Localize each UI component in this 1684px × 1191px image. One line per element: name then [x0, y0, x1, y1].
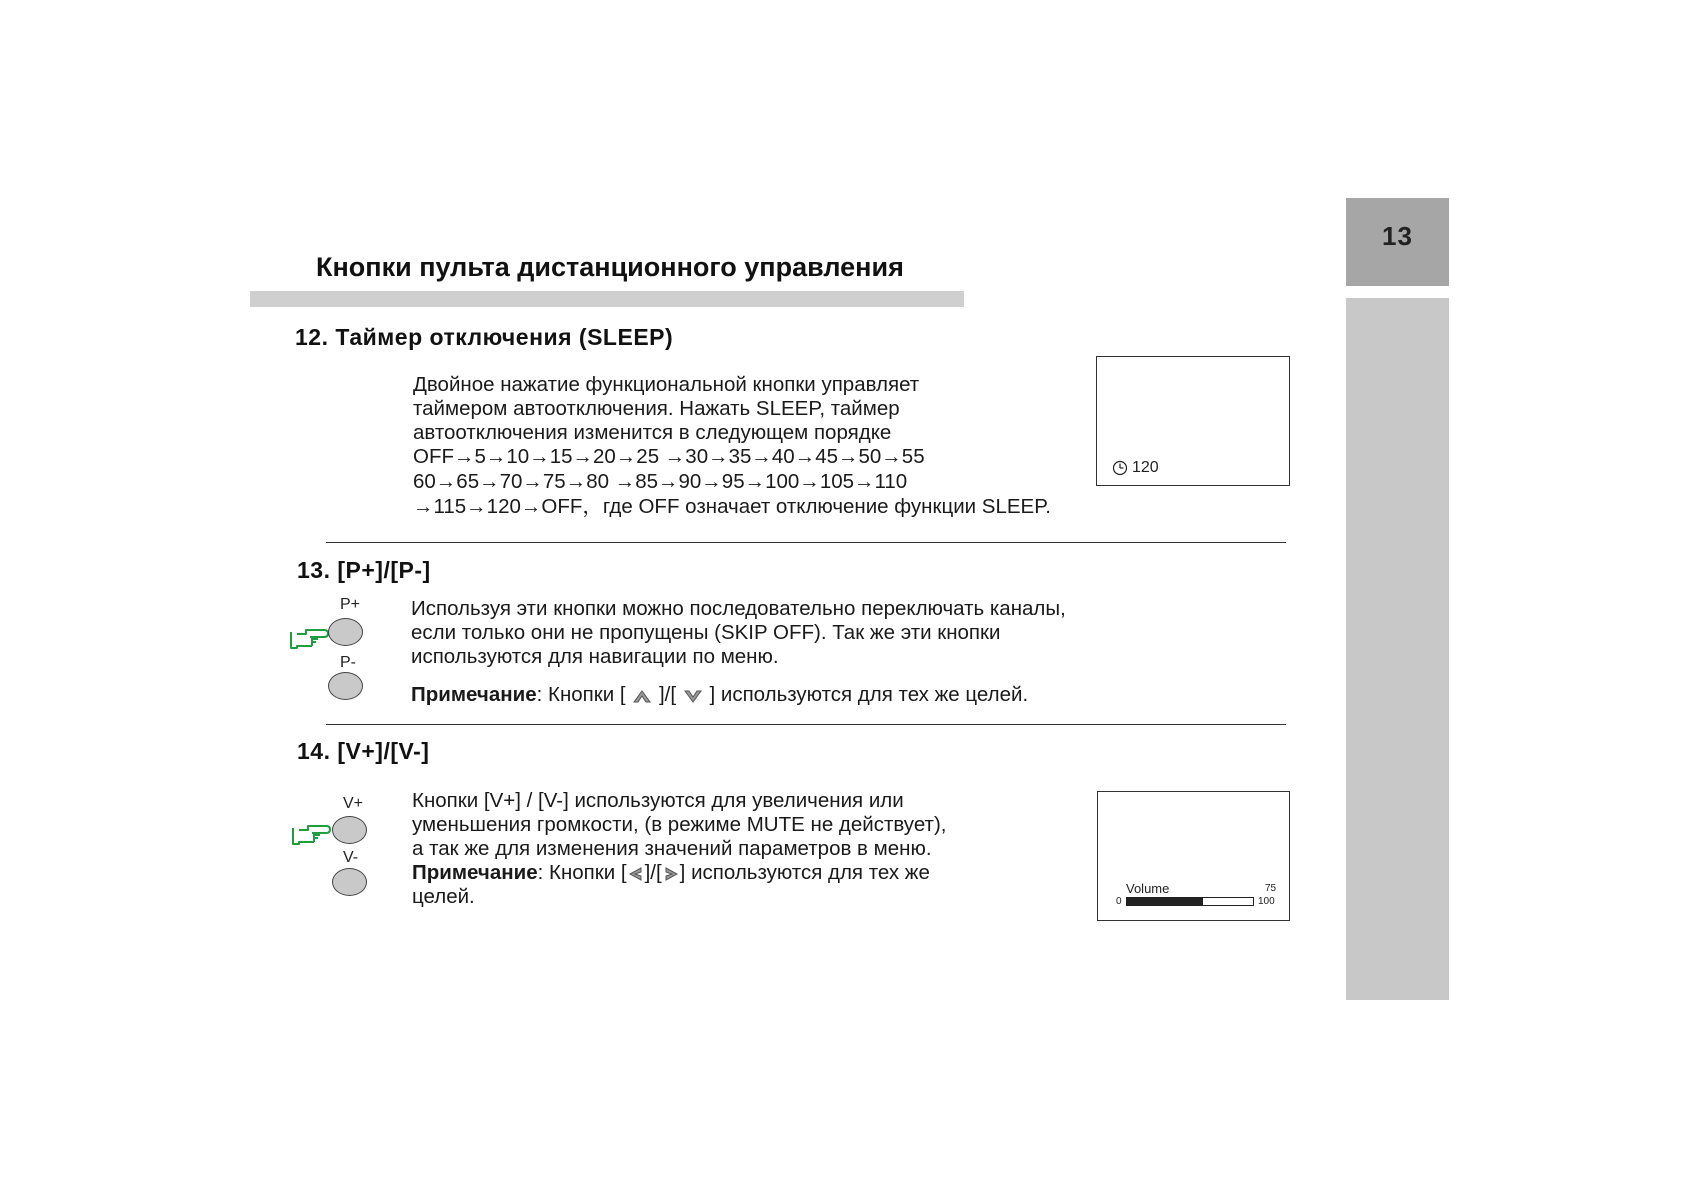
note-text: : Кнопки [ — [536, 683, 626, 706]
volume-bar-fill — [1127, 898, 1203, 905]
section-12-line: →115→120→OFF，где OFF означает отключение функции SLEEP. — [413, 495, 1051, 518]
note-text: ]/[ — [653, 683, 677, 706]
note-text: ] используются для тех же целей. — [703, 683, 1029, 706]
p-minus-button[interactable] — [328, 672, 363, 700]
section-13-note — [411, 683, 1028, 707]
section-12-text — [413, 373, 1051, 519]
section-13-number: 13. — [297, 557, 331, 583]
section-13-title: [P+]/[P-] — [337, 557, 431, 583]
section-14-line: целей. — [412, 885, 475, 908]
section-14-number: 14. — [297, 738, 331, 764]
down-button-icon — [682, 687, 704, 705]
side-bar — [1346, 298, 1449, 1000]
sleep-screen-preview — [1096, 356, 1290, 486]
left-button-icon — [627, 865, 645, 883]
volume-value: 75 — [1265, 883, 1277, 894]
section-14-title: [V+]/[V-] — [337, 738, 430, 764]
note-text: ]/[ — [644, 861, 662, 884]
section-14-heading — [297, 738, 429, 765]
right-button-icon — [662, 865, 680, 883]
note-text: : Кнопки [ — [537, 861, 627, 884]
v-minus-button[interactable] — [332, 868, 367, 896]
page-title: Кнопки пульта дистанционного управления — [316, 252, 904, 282]
section-13-line: используются для навигации по меню. — [411, 645, 779, 668]
section-13-text — [411, 597, 1066, 669]
note-text: ] используются для тех же — [679, 861, 930, 884]
section-13-heading — [297, 557, 431, 584]
p-plus-label: P+ — [340, 596, 361, 613]
section-14-text — [412, 789, 946, 909]
volume-max: 100 — [1258, 896, 1275, 907]
section-12-line: 60→65→70→75→80 →85→90→95→100→105→110 — [413, 470, 908, 493]
pointing-hand-icon — [290, 822, 332, 848]
section-13-line: если только они не пропущены (SKIP OFF). Так же эти кнопки — [411, 621, 1001, 644]
volume-bar — [1126, 897, 1254, 906]
v-plus-button[interactable] — [332, 816, 367, 844]
volume-min: 0 — [1116, 896, 1122, 907]
section-14-line: уменьшения громкости, (в режиме MUTE не действует), — [412, 813, 947, 836]
note-label: Примечание — [411, 683, 537, 706]
section-12-line: автоотключения изменится в следующем порядке — [413, 421, 892, 444]
p-plus-button[interactable] — [328, 618, 363, 646]
pointing-hand-icon — [288, 626, 330, 652]
section-14-note — [412, 861, 946, 885]
section-12-number: 12. — [295, 324, 329, 350]
section-14-line: Кнопки [V+] / [V-] используются для увеличения или — [412, 789, 904, 812]
volume-label: Volume — [1126, 881, 1170, 896]
section-12-heading — [295, 324, 673, 351]
section-12-line: таймером автоотключения. Нажать SLEEP, таймер — [413, 397, 900, 420]
p-minus-label: P- — [340, 654, 356, 671]
divider — [326, 724, 1286, 725]
section-13-line: Используя эти кнопки можно последовательно переключать каналы, — [411, 597, 1066, 620]
section-12-line: Двойное нажатие функциональной кнопки управляет — [413, 373, 920, 396]
v-minus-label: V- — [343, 849, 359, 866]
title-underline-bar — [250, 291, 964, 307]
section-12-title: Таймер отключения (SLEEP) — [335, 324, 674, 350]
clock-icon — [1112, 460, 1128, 476]
section-14-line: а так же для изменения значений параметров в меню. — [412, 837, 932, 860]
v-plus-label: V+ — [343, 795, 364, 812]
divider — [326, 542, 1286, 543]
sleep-timer-value: 120 — [1132, 459, 1159, 476]
note-label: Примечание — [412, 861, 538, 884]
volume-screen-preview — [1097, 791, 1290, 921]
up-button-icon — [631, 687, 653, 705]
section-12-line: OFF→5→10→15→20→25 →30→35→40→45→50→55 — [413, 445, 925, 468]
page-number: 13 — [1382, 221, 1413, 251]
